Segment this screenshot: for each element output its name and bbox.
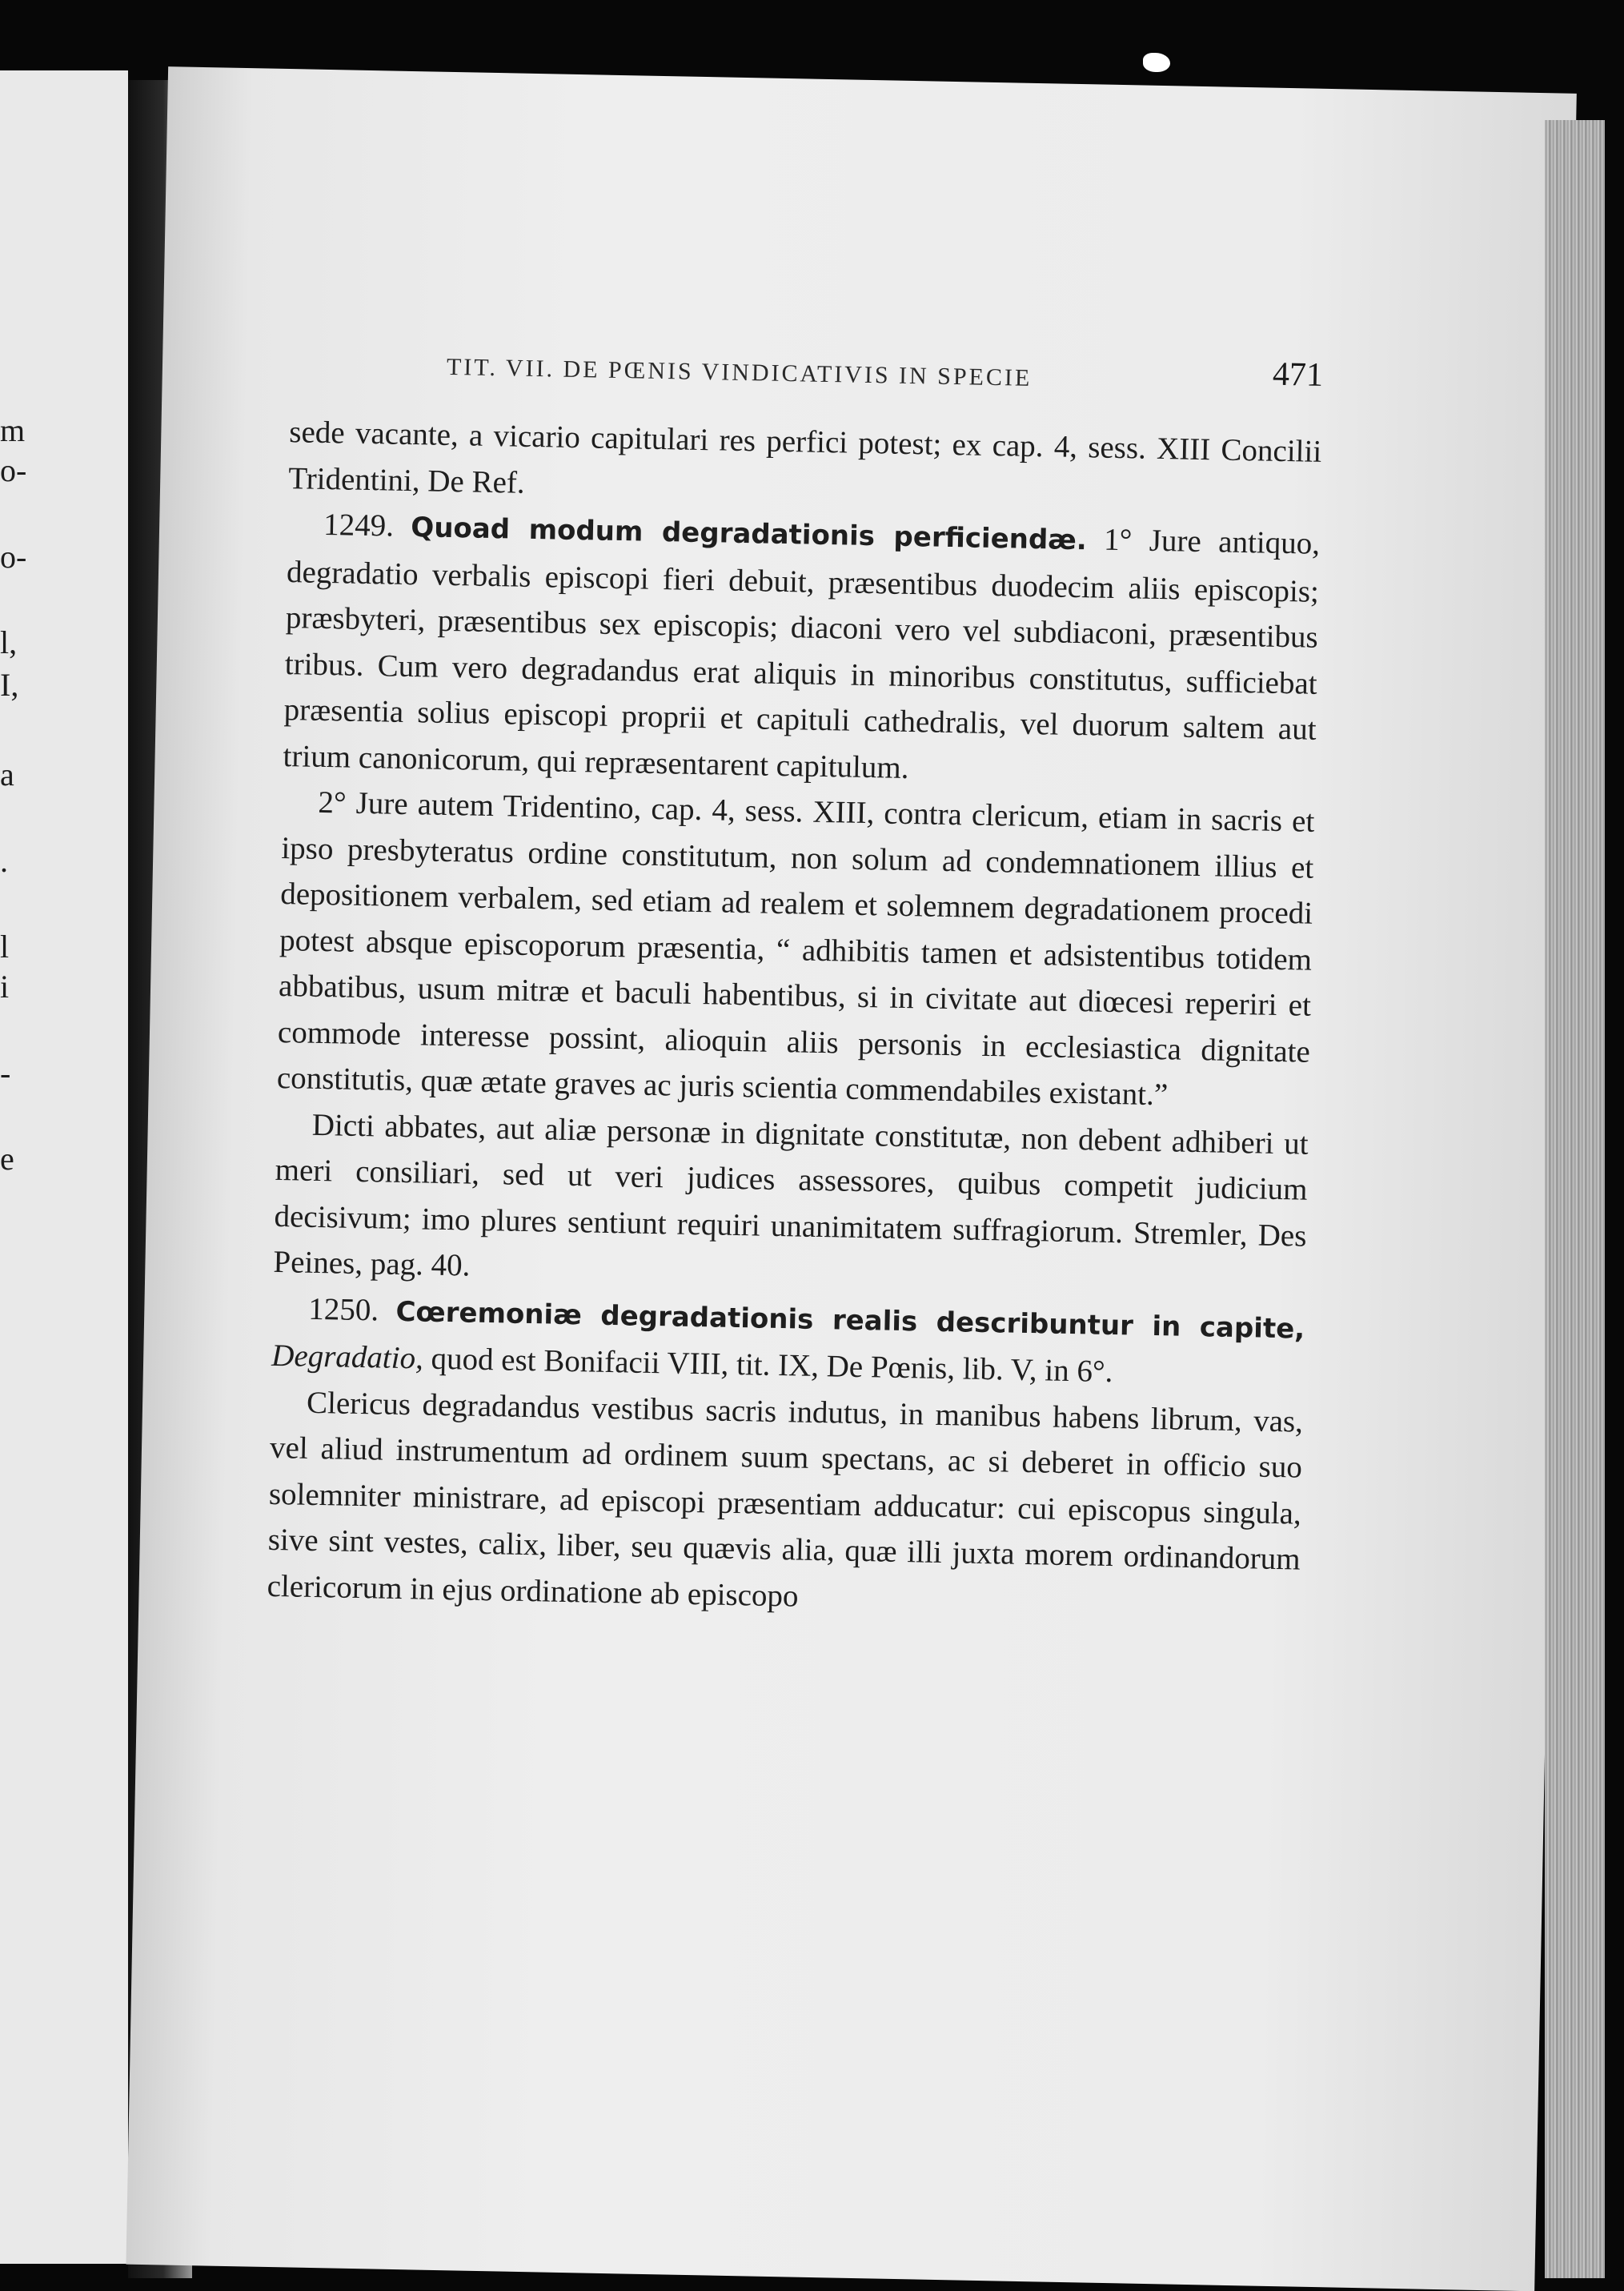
left-page-edge (0, 70, 128, 2264)
paragraph-number: 1249. (323, 507, 395, 544)
paragraph: Clericus degradandus vestibus sacris indutus, in manibus habens librum, vas, vel aliud instrumentum ad ordinem suum spectans, ac si deberet in officio suo solemniter ministrare, ad episcopi præsentiam adducatur: cui episcopus singula, sive sint vestes, calix, liber, seu quævis alia, quæ illi juxta morem ordinandorum clericorum in ejus ordinatione ab episcopo (267, 1385, 1304, 1614)
book-page (126, 66, 1576, 2291)
page-text (267, 333, 1323, 1628)
left-page-fragment: m (0, 412, 26, 448)
left-page-fragment: - (0, 1055, 11, 1091)
left-page-fragment: o- (0, 452, 27, 488)
left-page-fragment: l, (0, 624, 18, 660)
paragraph-body: quod est Bonifacii VIII, tit. IX, De Pœnis, lib. V, in 6°. (431, 1341, 1113, 1390)
left-page-fragment: o- (0, 539, 27, 575)
paragraph-1249 (283, 501, 1320, 799)
page-number: 471 (1272, 355, 1324, 394)
paragraph: Dicti abbates, aut aliæ personæ in dignitate constitutæ, non debent adhiberi ut meri consiliari, sed ut veri judices assessores, quibus competit judicium decisivum; imo plures sentiunt requiri unanimitatem suffragiorum. Stremler, Des Peines, pag. 40. (273, 1107, 1309, 1283)
left-page-fragment: I, (0, 667, 19, 703)
paragraph-body: 1° Jure antiquo, degradatio verbalis episcopi fieri debuit, præsentibus duodecim aliis episcopis; præsbyteri, præsentibus sex episcopis; diaconi vero vel subdiaconi, præsentibus tribus. Cum vero degradandus erat aliquis in minoribus constitutus, sufficiebat præsentia solius episcopi proprii et capituli cathedralis, vel duorum saltem aut trium canonicorum, qui repræsentarent capitulum. (283, 522, 1321, 785)
paragraph: 2° Jure autem Tridentino, cap. 4, sess. XIII, contra clericum, etiam in sacris et ipso presbyteratus ordine constitutum, non solum ad condemnationem illius et depositionem verbalem, sed etiam ad realem et solemnem degradationem procedi potest absque episcoporum præsentia, “ adhibitis tamen et adsistentibus totidem abbatibus, usum mitræ et baculi habentibus, si in civitate aut diœcesi reperiri et commode interesse possint, alioquin aliis personis in ecclesiastica dignitate constitutis, quæ ætate graves ac juris scientia commendabiles existant.” (276, 784, 1315, 1113)
paragraph-number: 1250. (307, 1291, 379, 1327)
running-head: TIT. VII. DE PŒNIS VINDICATIVIS IN SPECIE (446, 353, 1033, 391)
left-page-fragment: i (0, 969, 10, 1005)
scan-speck (1143, 53, 1170, 72)
left-page-fragment: e (0, 1141, 14, 1177)
left-page-fragment: a (0, 756, 14, 792)
section-heading: Quoad modum degradationis perficiendæ. (410, 512, 1088, 557)
left-page-fragment: l (0, 929, 10, 965)
left-page-fragment: . (0, 843, 8, 879)
paragraph: sede vacante, a vicario capitulari res perfici potest; ex cap. 4, sess. XIII Concilii Tridentini, De Ref. (287, 415, 1322, 500)
italic-title: Degradatio, (271, 1338, 424, 1376)
page-fore-edge (1545, 120, 1605, 2278)
section-heading: Cœremoniæ degradationis realis describuntur in capite, (395, 1295, 1305, 1346)
